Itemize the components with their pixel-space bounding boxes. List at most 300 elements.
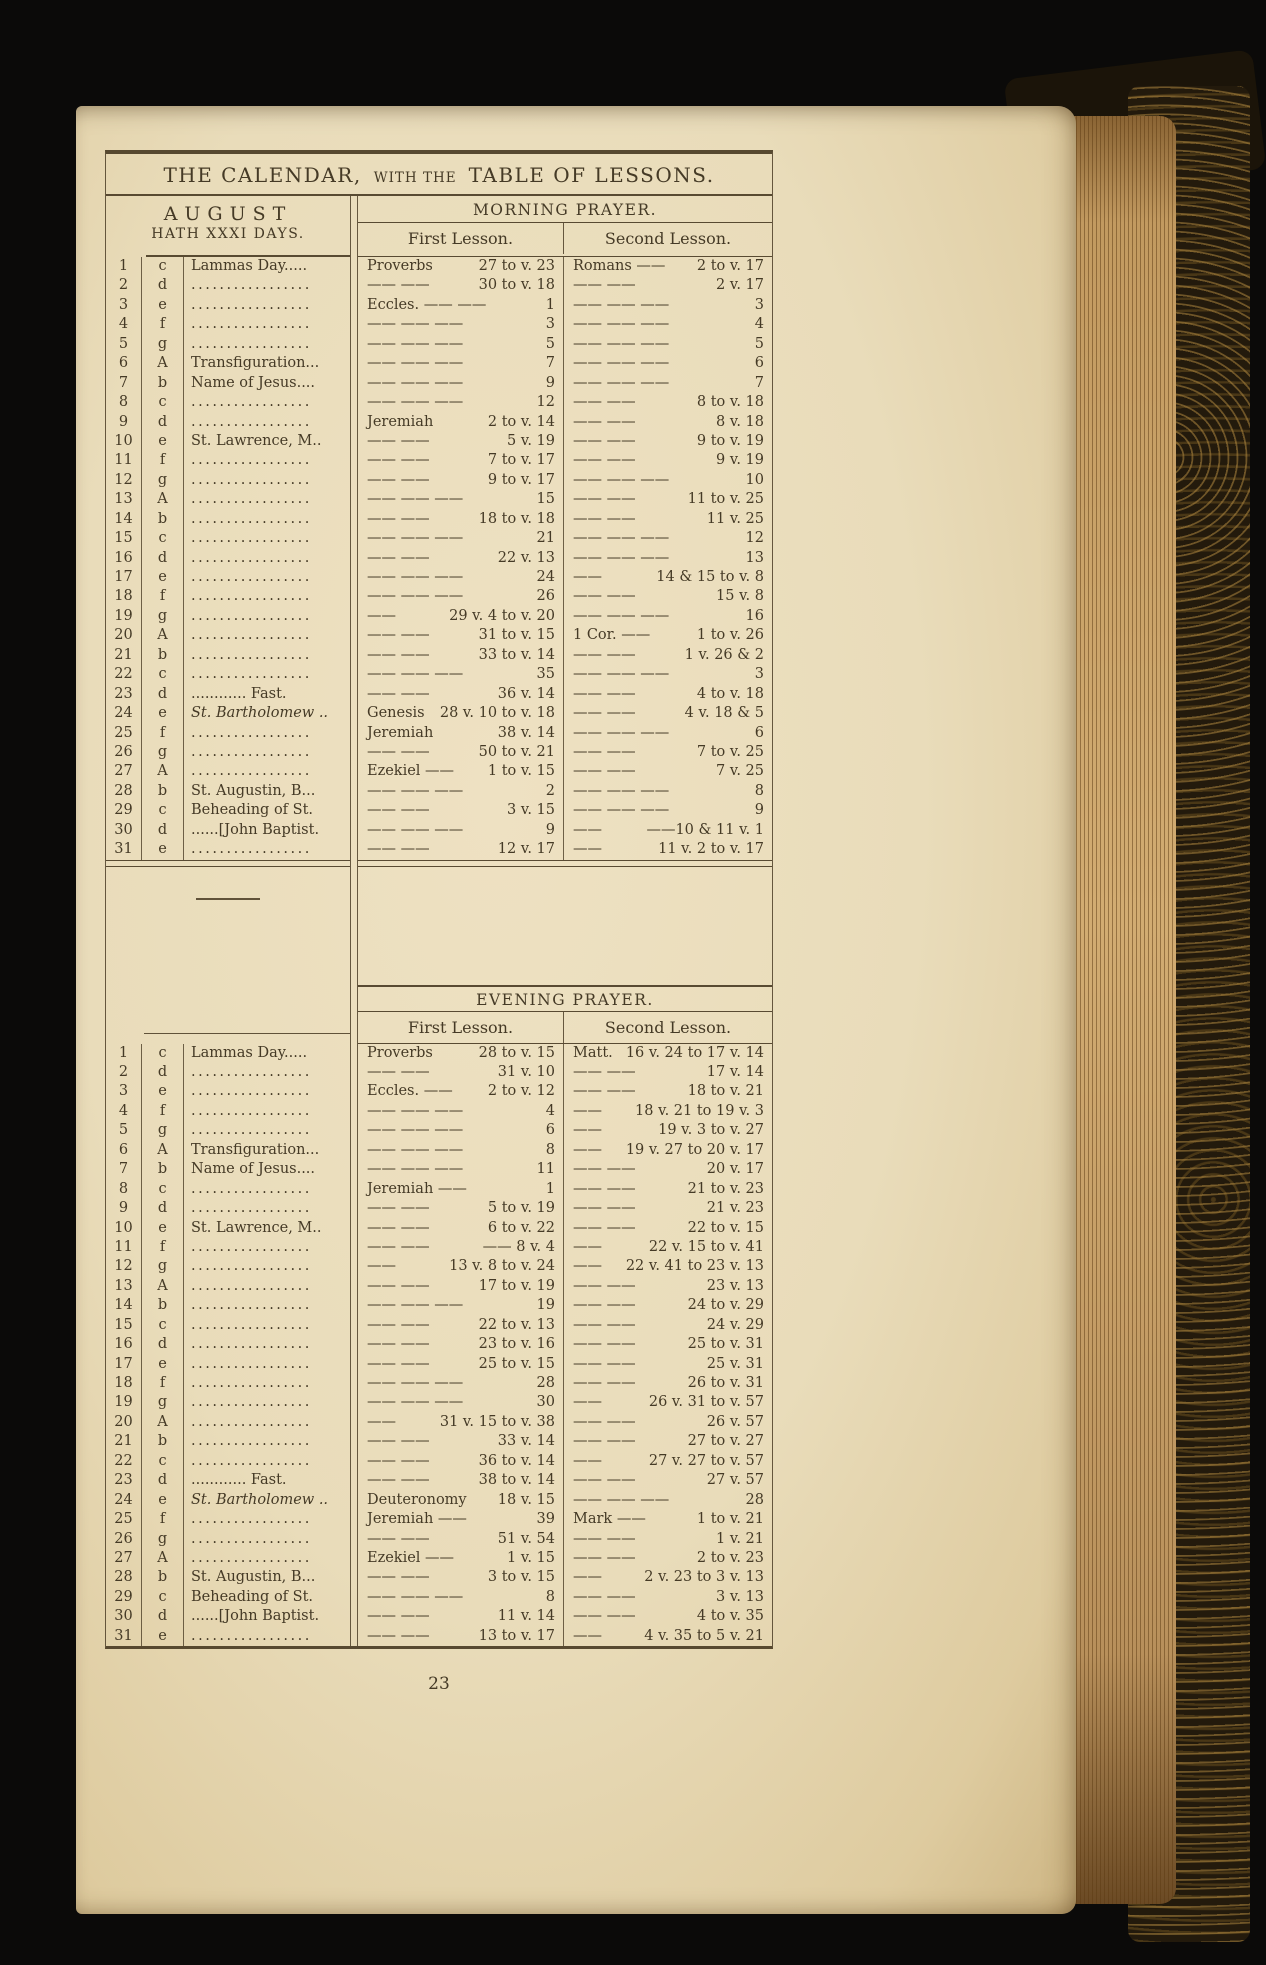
lesson-book: —— [367, 607, 396, 624]
lesson-reference: 6 [754, 724, 764, 741]
second-lesson-cell [564, 1471, 772, 1490]
lesson-row [358, 549, 772, 568]
feast-entry: ................. [191, 1180, 312, 1197]
lesson-book: —— —— —— [367, 588, 464, 605]
lesson-reference: 35 [536, 666, 555, 683]
day-number: 20 [106, 1413, 142, 1432]
lesson-book: —— —— —— [367, 1161, 464, 1178]
lesson-reference: 25 to v. 31 [687, 1336, 764, 1353]
lesson-book: —— —— [573, 277, 636, 294]
lesson-book: —— —— [573, 394, 636, 411]
calendar-row [106, 1374, 350, 1393]
dominical-letter: d [142, 1199, 184, 1218]
lesson-row [358, 1432, 772, 1451]
calendar-row [106, 1277, 350, 1296]
second-lesson-cell [564, 413, 772, 432]
day-number: 21 [106, 1432, 142, 1451]
lesson-row [358, 1549, 772, 1568]
lesson-reference: 31 v. 15 to v. 38 [439, 1413, 555, 1430]
lesson-row [358, 762, 772, 781]
feast-entry: ................. [191, 607, 312, 624]
lesson-book: —— —— [367, 1452, 430, 1469]
dominical-letter: c [142, 801, 184, 820]
second-lesson-cell [564, 1102, 772, 1121]
evening-prayer-header [358, 985, 772, 1044]
day-number: 21 [106, 646, 142, 665]
feast-entry: ................. [191, 394, 312, 411]
day-number: 24 [106, 1491, 142, 1510]
first-lesson-cell [358, 296, 564, 315]
feast-entry: ................. [191, 1238, 312, 1255]
first-lesson-cell [358, 490, 564, 509]
day-number: 27 [106, 762, 142, 781]
lesson-reference: 3 v. 15 [507, 802, 555, 819]
lesson-reference: 16 [745, 607, 764, 624]
lesson-reference: 10 [745, 471, 764, 488]
second-lesson-cell [564, 1355, 772, 1374]
lesson-column-headers [358, 223, 772, 254]
lesson-reference: 1 to v. 21 [696, 1511, 764, 1528]
calendar-row [106, 1257, 350, 1276]
lesson-row [358, 393, 772, 412]
second-lesson-cell [564, 1257, 772, 1276]
lesson-reference: 23 v. 13 [706, 1277, 764, 1294]
dominical-letter: A [142, 626, 184, 645]
first-lesson-cell [358, 471, 564, 490]
lesson-row [358, 490, 772, 509]
day-number: 25 [106, 1510, 142, 1529]
second-lesson-cell [564, 1199, 772, 1218]
page-number: 23 [428, 1674, 450, 1694]
lesson-row [358, 1044, 772, 1063]
lesson-row [358, 685, 772, 704]
calendar-row [106, 1510, 350, 1529]
feast-entry: ................. [191, 316, 312, 333]
lesson-reference: 22 v. 41 to 23 v. 13 [625, 1258, 764, 1275]
lesson-reference: 28 v. 10 to v. 18 [439, 705, 555, 722]
dominical-letter: f [142, 1102, 184, 1121]
lesson-reference: 27 to v. 23 [478, 258, 555, 274]
lesson-row [358, 335, 772, 354]
day-number: 26 [106, 743, 142, 762]
second-lesson-cell [564, 471, 772, 490]
lesson-reference: 4 to v. 35 [696, 1608, 764, 1625]
calendar-row [106, 471, 350, 490]
lesson-reference: 2 to v. 17 [696, 258, 764, 274]
calendar-row [106, 782, 350, 801]
day-number: 31 [106, 1627, 142, 1646]
lesson-book: —— —— —— [573, 296, 670, 313]
feast-entry: ................. [191, 530, 312, 547]
lesson-reference: ——10 & 11 v. 1 [646, 821, 764, 838]
day-number: 17 [106, 1355, 142, 1374]
calendar-row [106, 510, 350, 529]
lesson-book: —— —— [573, 1083, 636, 1100]
dominical-letter: f [142, 1238, 184, 1257]
lesson-book: —— [573, 1627, 602, 1644]
dominical-letter: g [142, 471, 184, 490]
lesson-book: —— —— [367, 1064, 430, 1080]
calendar-row [106, 665, 350, 684]
second-lesson-header: Second Lesson. [604, 1017, 732, 1037]
rule [144, 1033, 350, 1034]
lesson-reference: 8 [545, 1141, 555, 1158]
lesson-reference: 8 to v. 18 [696, 394, 764, 411]
first-lesson-cell [358, 782, 564, 801]
lesson-book: —— [367, 1413, 396, 1430]
first-lesson-cell [358, 840, 564, 859]
dominical-letter: b [142, 646, 184, 665]
lesson-book: —— —— —— [573, 1491, 670, 1508]
first-lesson-cell [358, 1432, 564, 1451]
lesson-book: —— —— —— [573, 530, 670, 547]
lesson-row [358, 1374, 772, 1393]
first-lesson-cell [358, 1491, 564, 1510]
feast-entry: Name of Jesus.... [191, 1161, 316, 1178]
lesson-reference: 1 [545, 296, 555, 313]
second-lesson-cell [564, 276, 772, 295]
feast-entry: St. Augustin, B... [191, 782, 316, 799]
first-lesson-cell [358, 1530, 564, 1549]
second-lesson-cell [564, 1393, 772, 1412]
lesson-reference: 33 to v. 14 [478, 646, 555, 663]
lesson-book: —— —— [367, 549, 430, 566]
day-number: 18 [106, 587, 142, 606]
lesson-reference: 2 v. 17 [716, 277, 764, 294]
dominical-letter: e [142, 1082, 184, 1101]
lesson-row [358, 354, 772, 373]
lesson-book: —— —— [573, 685, 636, 702]
calendar-row [106, 762, 350, 781]
calendar-row [106, 354, 350, 373]
first-lesson-cell [358, 1102, 564, 1121]
day-number: 11 [106, 1238, 142, 1257]
second-lesson-cell [564, 626, 772, 645]
calendar-row [106, 1082, 350, 1101]
month-header [106, 196, 350, 257]
lesson-book: —— —— —— [367, 1375, 464, 1391]
lesson-reference: 3 [754, 666, 764, 683]
day-number: 13 [106, 1277, 142, 1296]
lesson-book: —— —— [367, 1336, 430, 1353]
second-lesson-cell [564, 1549, 772, 1568]
second-lesson-cell [564, 840, 772, 859]
dominical-letter: b [142, 510, 184, 529]
feast-entry: Transfiguration... [191, 1141, 320, 1158]
feast-entry: ......[John Baptist. [191, 1608, 320, 1625]
lesson-row [358, 1530, 772, 1549]
first-lesson-cell [358, 1413, 564, 1432]
lesson-book: —— —— [573, 1413, 636, 1430]
feast-entry: ................. [191, 471, 312, 488]
lesson-book: Eccles. —— —— [367, 296, 487, 313]
day-number: 24 [106, 704, 142, 723]
lesson-reference: 28 [745, 1491, 764, 1508]
lesson-reference: 30 [536, 1394, 555, 1411]
second-lesson-cell [564, 1510, 772, 1529]
day-number: 30 [106, 1607, 142, 1626]
lesson-reference: 19 v. 3 to v. 27 [658, 1122, 764, 1139]
lesson-row [358, 296, 772, 315]
feast-entry: Lammas Day..... [191, 258, 308, 274]
calendar-row [106, 743, 350, 762]
dominical-letter: c [142, 1180, 184, 1199]
calendar-row [106, 1355, 350, 1374]
lesson-reference: 18 v. 15 [497, 1491, 555, 1508]
lesson-row [358, 1063, 772, 1082]
lesson-row [358, 1471, 772, 1490]
calendar-row [106, 1121, 350, 1140]
second-lesson-cell [564, 510, 772, 529]
lesson-reference: 24 to v. 29 [687, 1297, 764, 1314]
dominical-letter: f [142, 1374, 184, 1393]
lesson-row [358, 1607, 772, 1626]
lesson-book: Romans —— [573, 258, 666, 274]
calendar-row [106, 257, 350, 276]
dominical-letter: c [142, 257, 184, 276]
lesson-book: —— —— [573, 1608, 636, 1625]
day-number: 2 [106, 276, 142, 295]
lesson-book: —— —— [367, 432, 430, 449]
first-lesson-cell [358, 1335, 564, 1354]
second-lesson-cell [564, 1568, 772, 1587]
dominical-letter: d [142, 413, 184, 432]
lesson-row [358, 724, 772, 743]
calendar-row [106, 393, 350, 412]
lesson-reference: 21 [536, 530, 555, 547]
lesson-book: —— —— —— [367, 569, 464, 585]
lesson-reference: 38 to v. 14 [478, 1472, 555, 1489]
lesson-book: Jeremiah —— [367, 1511, 467, 1528]
lesson-book: Genesis [367, 705, 425, 722]
lesson-book: Ezekiel —— [367, 763, 455, 780]
feast-entry: ................. [191, 763, 312, 780]
lesson-row [358, 626, 772, 645]
first-lesson-cell [358, 1238, 564, 1257]
lesson-book: —— —— [367, 685, 430, 702]
lesson-row [358, 432, 772, 451]
calendar-row [106, 1568, 350, 1587]
lesson-book: —— —— [573, 1161, 636, 1178]
day-number: 20 [106, 626, 142, 645]
second-lesson-cell [564, 587, 772, 606]
lesson-reference: 1 v. 21 [716, 1530, 764, 1547]
calendar-row [106, 1160, 350, 1179]
lesson-book: —— —— [573, 432, 636, 449]
lesson-book: —— —— [367, 743, 430, 760]
lesson-row [358, 1491, 772, 1510]
lesson-row [358, 315, 772, 334]
first-lesson-cell [358, 1549, 564, 1568]
first-lesson-cell [358, 1199, 564, 1218]
lesson-reference: 11 v. 2 to v. 17 [658, 841, 764, 858]
lesson-row [358, 587, 772, 606]
lesson-reference: 26 to v. 31 [687, 1375, 764, 1391]
dominical-letter: b [142, 1160, 184, 1179]
lesson-reference: 4 [545, 1102, 555, 1119]
second-lesson-cell [564, 1141, 772, 1160]
second-lesson-cell [564, 1452, 772, 1471]
feast-entry: ................. [191, 1433, 312, 1450]
day-number: 23 [106, 685, 142, 704]
calendar-row [106, 549, 350, 568]
feast-entry: ................. [191, 588, 312, 605]
calendar-row [106, 413, 350, 432]
calendar-row [106, 1141, 350, 1160]
feast-entry: ................. [191, 1511, 312, 1528]
first-lesson-cell [358, 665, 564, 684]
lesson-reference: 22 to v. 13 [478, 1316, 555, 1333]
lesson-book: —— [573, 569, 602, 585]
lesson-book: —— —— —— [367, 782, 464, 799]
day-number: 15 [106, 1316, 142, 1335]
lesson-reference: 11 to v. 25 [687, 491, 764, 508]
day-number: 9 [106, 413, 142, 432]
second-lesson-cell [564, 821, 772, 840]
lesson-reference: 22 v. 13 [497, 549, 555, 566]
lesson-book: —— —— —— [573, 316, 670, 333]
feast-entry: ................. [191, 1083, 312, 1100]
lesson-book: —— —— [367, 1627, 430, 1644]
lesson-reference: 9 [545, 374, 555, 391]
lesson-reference: 5 [545, 335, 555, 352]
calendar-row [106, 607, 350, 626]
lesson-row [358, 1257, 772, 1276]
lesson-book: —— —— [573, 1336, 636, 1353]
page-title [106, 154, 772, 196]
lesson-reference: 3 to v. 15 [487, 1569, 555, 1586]
lesson-reference: 19 [536, 1297, 555, 1314]
dominical-letter: A [142, 1277, 184, 1296]
feast-entry: Transfiguration... [191, 355, 320, 372]
lesson-book: —— —— [367, 1277, 430, 1294]
second-lesson-cell [564, 315, 772, 334]
second-lesson-cell [564, 1432, 772, 1451]
lesson-book: —— —— [573, 1180, 636, 1197]
lesson-reference: 27 to v. 27 [687, 1433, 764, 1450]
double-vertical-rule [350, 196, 358, 1646]
lesson-book: —— —— —— [367, 355, 464, 372]
lesson-book: —— —— [367, 1472, 430, 1489]
lesson-row [358, 1160, 772, 1179]
lesson-book: —— —— [573, 763, 636, 780]
lesson-row [358, 1627, 772, 1646]
title-part-1: THE CALENDAR, [163, 163, 362, 187]
first-lesson-cell [358, 393, 564, 412]
lesson-book: —— —— —— [573, 724, 670, 741]
dominical-letter: f [142, 1510, 184, 1529]
lesson-book: Ezekiel —— [367, 1549, 455, 1566]
lesson-reference: 7 to v. 25 [696, 743, 764, 760]
day-number: 3 [106, 296, 142, 315]
second-lesson-cell [564, 1316, 772, 1335]
feast-entry: ................. [191, 569, 312, 585]
lesson-book: —— —— [367, 802, 430, 819]
day-number: 7 [106, 1160, 142, 1179]
dominical-letter: c [142, 529, 184, 548]
first-lesson-cell [358, 1510, 564, 1529]
first-lesson-cell [358, 1452, 564, 1471]
lesson-book: —— —— [367, 1433, 430, 1450]
lesson-book: —— —— [367, 1200, 430, 1217]
dominical-letter: f [142, 315, 184, 334]
feast-entry: ................. [191, 1258, 312, 1275]
second-lesson-cell [564, 529, 772, 548]
lesson-column-headers [358, 1012, 772, 1043]
lesson-book: —— —— —— [573, 471, 670, 488]
lesson-row [358, 471, 772, 490]
calendar-row [106, 1607, 350, 1626]
lessons-table [105, 150, 773, 1649]
second-lesson-cell [564, 762, 772, 781]
dominical-letter: e [142, 704, 184, 723]
first-lesson-cell [358, 315, 564, 334]
lesson-book: Matt. [573, 1044, 613, 1061]
calendar-column [106, 196, 350, 1646]
calendar-row [106, 1063, 350, 1082]
lesson-book: —— —— [573, 1219, 636, 1236]
lesson-book: Mark —— [573, 1511, 646, 1528]
dominical-letter: A [142, 354, 184, 373]
feast-entry: ................. [191, 1200, 312, 1217]
lesson-row [358, 1316, 772, 1335]
day-number: 30 [106, 821, 142, 840]
day-number: 16 [106, 1335, 142, 1354]
day-number: 7 [106, 374, 142, 393]
dominical-letter: b [142, 1296, 184, 1315]
lesson-reference: 9 [545, 821, 555, 838]
dominical-letter: f [142, 724, 184, 743]
calendar-row [106, 1530, 350, 1549]
lesson-reference: 26 v. 31 to v. 57 [648, 1394, 764, 1411]
lesson-book: —— —— [573, 743, 636, 760]
feast-entry: St. Lawrence, M.. [191, 1219, 322, 1236]
dominical-letter: A [142, 1413, 184, 1432]
lesson-book: —— —— —— [573, 802, 670, 819]
dominical-letter: g [142, 1393, 184, 1412]
lesson-row [358, 1199, 772, 1218]
lesson-row [358, 1219, 772, 1238]
calendar-row [106, 801, 350, 820]
dominical-letter: d [142, 276, 184, 295]
lesson-book: —— —— —— [573, 666, 670, 683]
first-lesson-cell [358, 374, 564, 393]
day-number: 22 [106, 1452, 142, 1471]
lesson-book: —— [573, 1122, 602, 1139]
lesson-book: —— —— —— [573, 335, 670, 352]
feast-entry: ................. [191, 1452, 312, 1469]
calendar-row [106, 1413, 350, 1432]
second-lesson-cell [564, 393, 772, 412]
lesson-reference: 2 to v. 23 [696, 1549, 764, 1566]
dominical-letter: b [142, 782, 184, 801]
first-lesson-cell [358, 1141, 564, 1160]
first-lesson-cell [358, 646, 564, 665]
second-lesson-cell [564, 1121, 772, 1140]
day-number: 13 [106, 490, 142, 509]
dominical-letter: f [142, 587, 184, 606]
first-lesson-cell [358, 762, 564, 781]
calendar-row [106, 296, 350, 315]
day-number: 9 [106, 1199, 142, 1218]
day-number: 25 [106, 724, 142, 743]
calendar-row [106, 1316, 350, 1335]
dominical-letter: e [142, 568, 184, 587]
lesson-row [358, 743, 772, 762]
first-lesson-cell [358, 1607, 564, 1626]
lesson-row [358, 1588, 772, 1607]
rule [146, 255, 350, 257]
